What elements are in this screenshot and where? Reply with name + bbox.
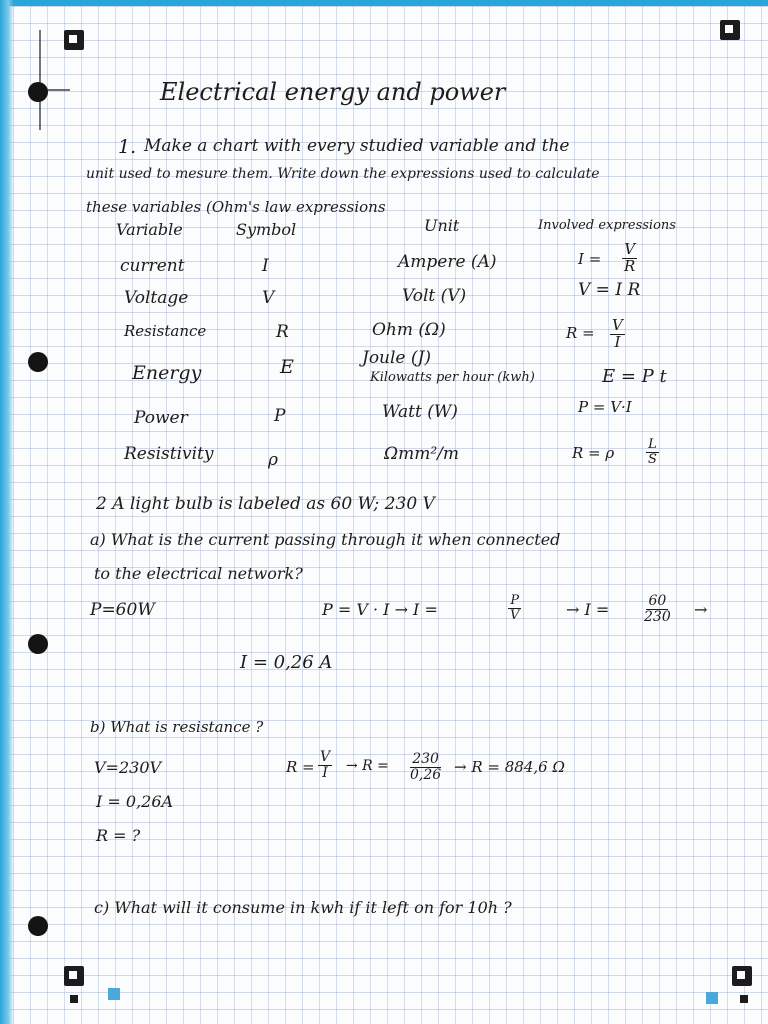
row-expr-resistance-fraction (610, 318, 625, 351)
fraction-numerator: L (648, 437, 657, 452)
header-unit: Unit (424, 216, 460, 235)
q2a-work-step-1: P = V · I → I = (322, 600, 438, 619)
q2b-given-v: V=230V (94, 758, 162, 777)
q2b-fraction-230-over-026 (408, 752, 443, 782)
row-symbol-voltage: V (262, 288, 275, 308)
row-expr-resistance-left: R = (566, 324, 595, 342)
fraction-denominator: I (614, 332, 621, 351)
row-symbol-resistance: R (276, 322, 289, 342)
q2a-given: P=60W (90, 600, 155, 620)
header-symbol: Symbol (236, 220, 297, 239)
corner-marker-top-left (64, 30, 84, 50)
q2b-given-i: I = 0,26A (96, 792, 174, 811)
row-expr-current-left: I = (578, 250, 602, 268)
binder-hole (28, 916, 48, 936)
fraction-denominator: 230 (644, 608, 671, 625)
q2b-result: → R = 884,6 Ω (454, 758, 565, 776)
q2a-fraction-p-over-v (508, 594, 521, 622)
fraction-denominator: S (648, 451, 657, 467)
q2a-line-1: a) What is the current passing through it when connected (90, 530, 561, 549)
q2b-fraction-v-over-i (318, 750, 332, 780)
row-variable-resistance: Resistance (124, 322, 207, 340)
corner-marker-top-right (720, 20, 740, 40)
row-unit-resistance: Ohm (Ω) (372, 320, 446, 340)
row-expr-power: P = V·I (578, 398, 632, 416)
row-expr-energy: E = P t (602, 366, 667, 387)
row-unit-energy-joule: Joule (J) (362, 348, 431, 368)
black-marker (70, 995, 78, 1003)
q2b-question: b) What is resistance ? (90, 718, 264, 736)
fraction-denominator: V (510, 607, 520, 623)
fraction-denominator: R (624, 256, 636, 275)
page-title: Electrical energy and power (160, 78, 506, 106)
q2a-line-2: to the electrical network? (94, 564, 303, 583)
corner-marker-bottom-right (732, 966, 752, 986)
header-variable: Variable (116, 220, 183, 239)
corner-marker-bottom-left (64, 966, 84, 986)
row-symbol-power: P (274, 406, 286, 426)
fraction-numerator: V (624, 240, 636, 258)
q2b-work-left: R = (286, 758, 315, 776)
q2b-given-r: R = ? (96, 826, 141, 845)
row-variable-power: Power (134, 408, 188, 428)
fraction-numerator: 60 (648, 593, 667, 609)
fraction-numerator: 230 (412, 751, 439, 767)
page-top-edge (0, 0, 768, 6)
binder-hole (28, 352, 48, 372)
q1-line-3: these variables (Ohm's law expressions (86, 198, 386, 216)
q2a-work-step-2: → I = (566, 600, 610, 619)
row-unit-current: Ampere (A) (398, 252, 497, 272)
page-left-edge (0, 0, 14, 1024)
row-expr-resistivity-left: R = ρ (572, 444, 615, 462)
row-variable-voltage: Voltage (124, 288, 189, 308)
fraction-denominator: 0,26 (410, 766, 442, 783)
fraction-numerator: P (510, 593, 520, 608)
binder-hole (28, 82, 48, 102)
fraction-numerator: V (612, 316, 623, 334)
blue-marker (706, 992, 718, 1004)
row-symbol-resistivity: ρ (268, 450, 278, 470)
row-unit-energy-kwh: Kilowatts per hour (kwh) (370, 370, 535, 385)
row-variable-energy: Energy (132, 362, 202, 384)
header-expressions: Involved expressions (538, 218, 676, 233)
row-variable-current: current (120, 256, 185, 276)
row-unit-power: Watt (W) (382, 402, 458, 422)
q2c-question: c) What will it consume in kwh if it left on for 10h ? (94, 898, 512, 917)
row-unit-resistivity: Ωmm²/m (384, 444, 459, 464)
q2-heading: 2 A light bulb is labeled as 60 W; 230 V (96, 494, 435, 514)
row-expr-voltage: V = I R (578, 280, 641, 300)
black-marker (740, 995, 748, 1003)
q1-line-1: Make a chart with every studied variable and the (144, 136, 570, 156)
row-expr-resistivity-fraction (646, 438, 659, 466)
row-symbol-current: I (262, 256, 269, 276)
q1-number: 1. (118, 136, 137, 158)
row-unit-voltage: Volt (V) (402, 286, 467, 306)
q2a-fraction-60-over-230 (642, 594, 673, 624)
row-variable-resistivity: Resistivity (124, 444, 214, 464)
q2b-work-mid: → R = (346, 758, 389, 774)
fraction-numerator: V (320, 749, 331, 765)
row-expr-current-fraction (622, 242, 637, 275)
q2a-result: I = 0,26 A (240, 652, 333, 673)
row-symbol-energy: E (280, 356, 294, 378)
q1-line-2: unit used to mesure them. Write down the expressions used to calculate (86, 166, 600, 182)
q2a-trailing-arrow: → (694, 600, 708, 619)
fraction-denominator: I (322, 764, 328, 781)
binder-hole (28, 634, 48, 654)
blue-marker (108, 988, 120, 1000)
